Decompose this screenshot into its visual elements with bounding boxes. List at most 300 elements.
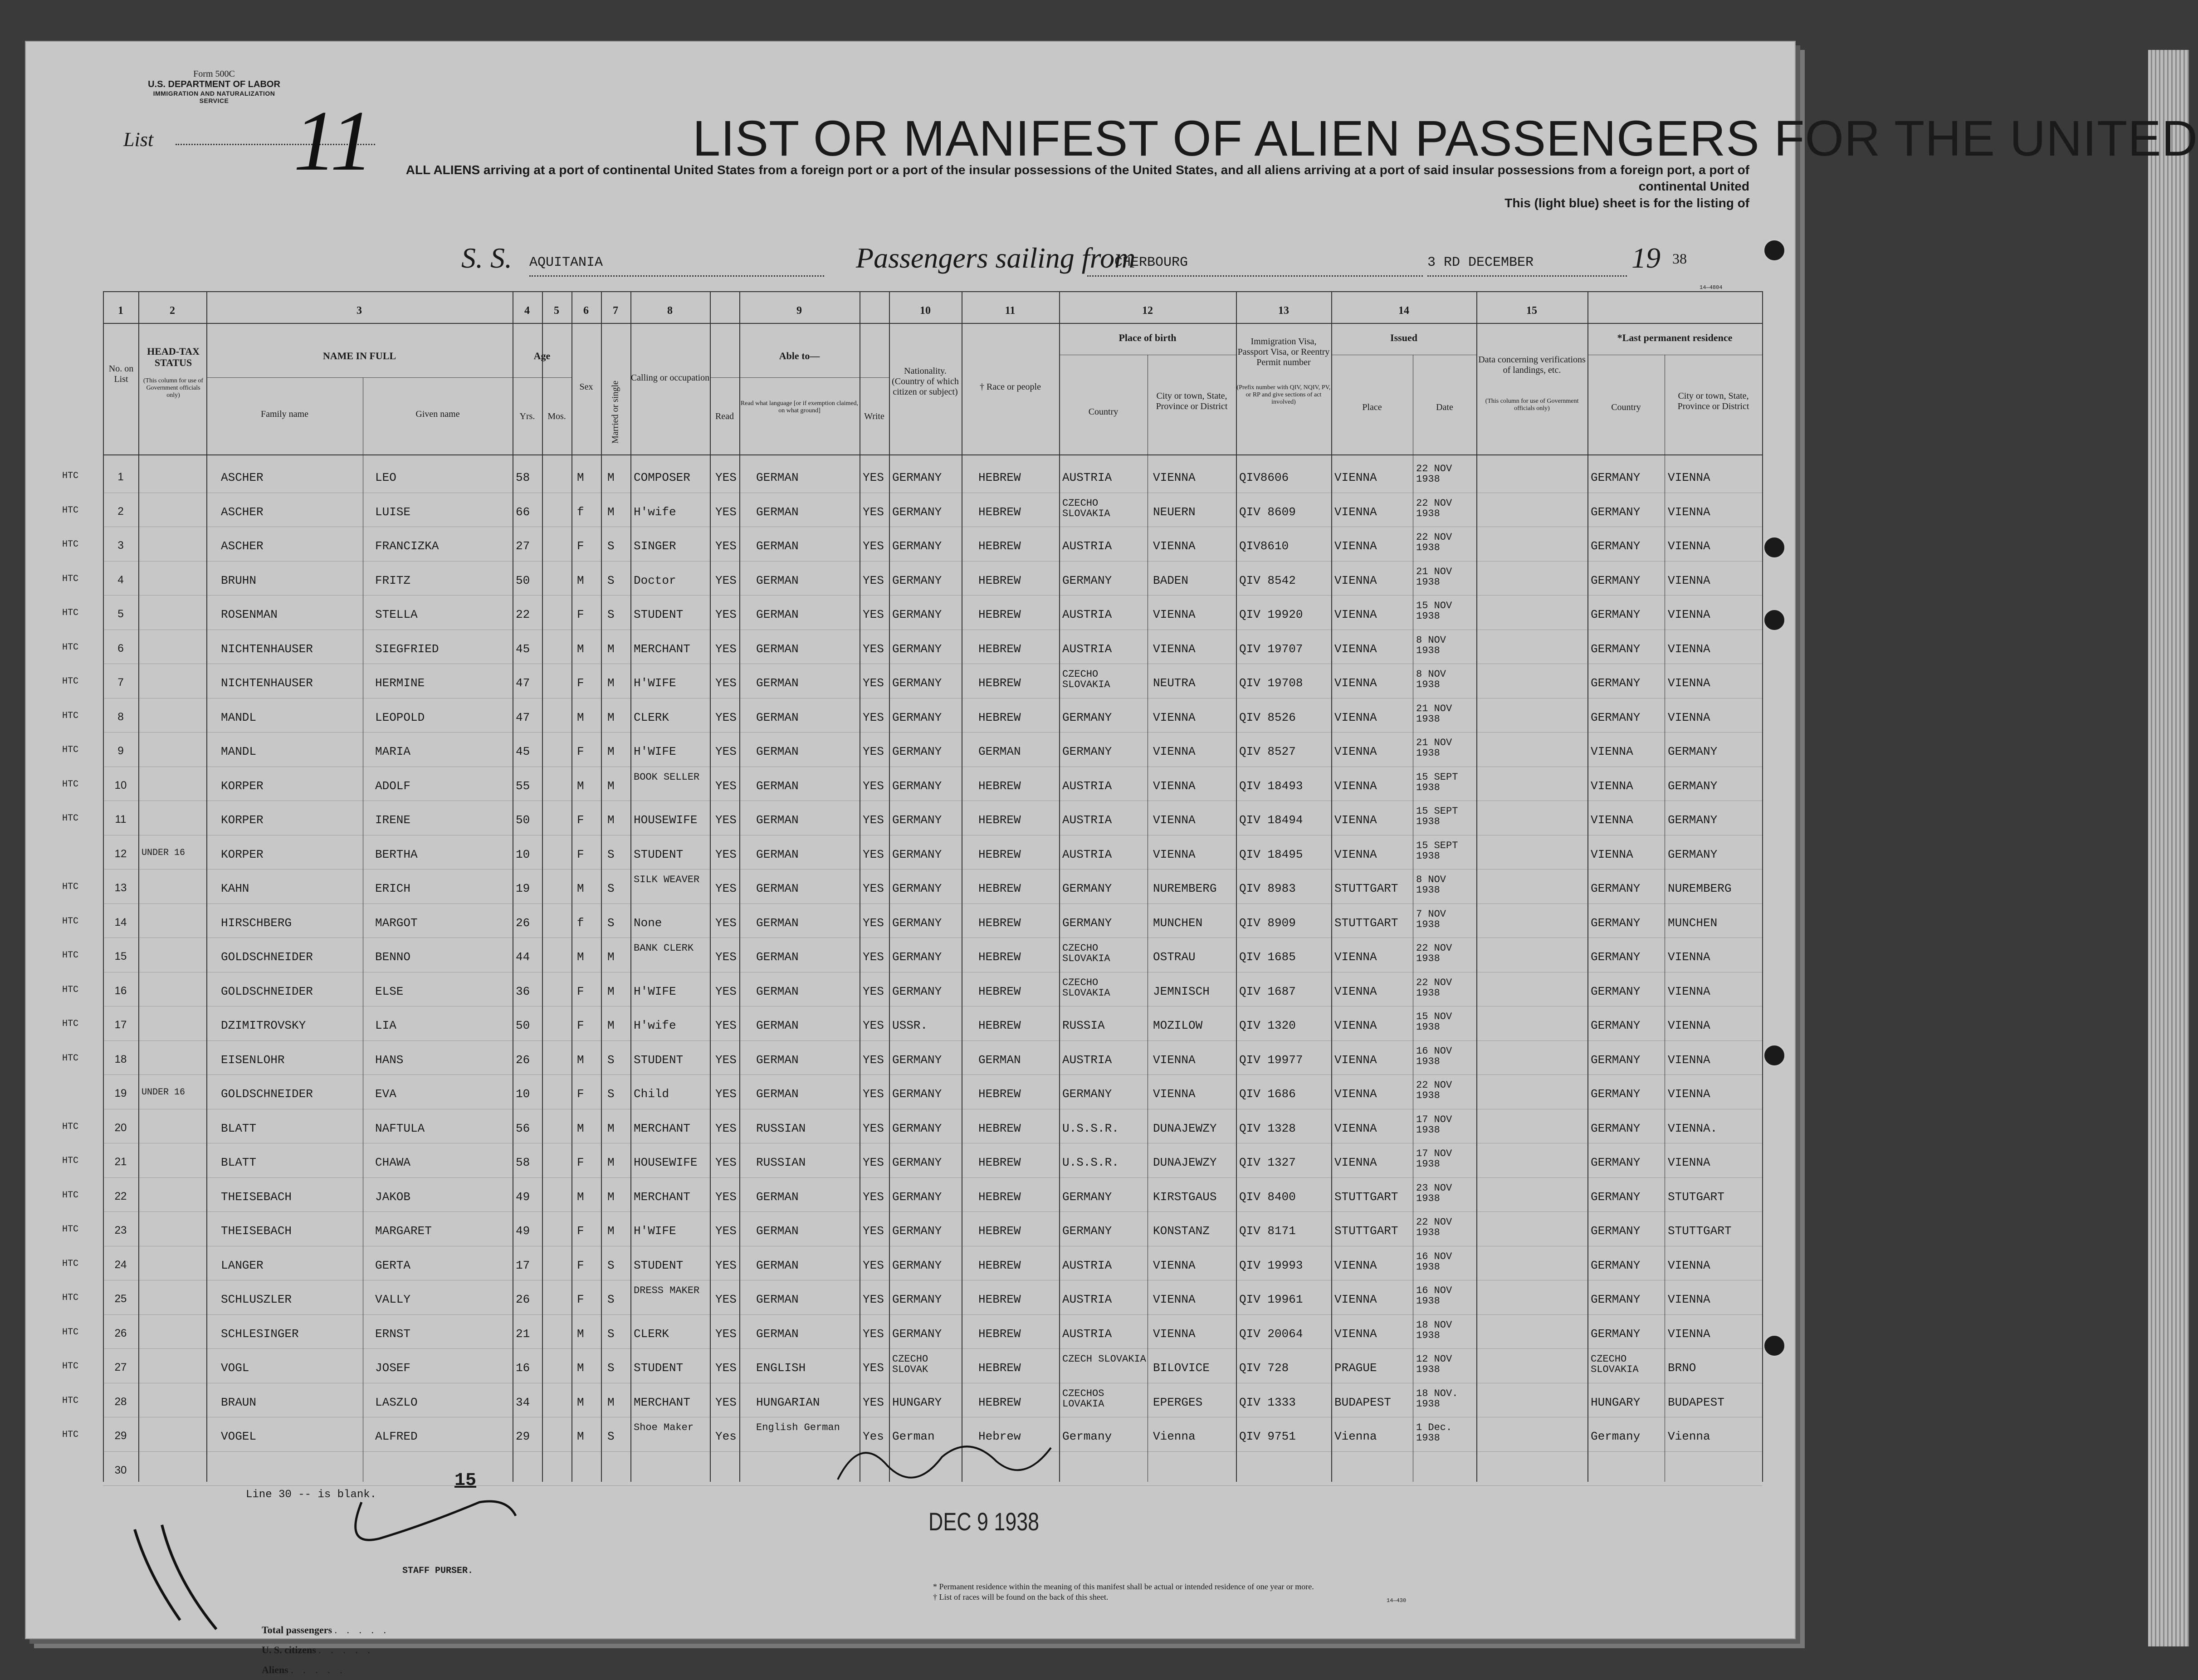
- cell-idate: 15 SEPT 1938: [1416, 806, 1458, 828]
- cell-yrs: 36: [516, 984, 530, 998]
- cell-rcity: VIENNA: [1668, 505, 1710, 519]
- cell-given: JAKOB: [375, 1190, 411, 1204]
- passenger-count: 15: [454, 1470, 477, 1491]
- cell-bcity: NUREMBERG: [1153, 882, 1217, 895]
- cell-read: YES: [715, 1019, 737, 1032]
- table-top-rule: [103, 291, 1762, 292]
- cell-sex: M: [577, 710, 584, 724]
- cell-family: MANDL: [221, 710, 257, 724]
- cell-iplace: PRAGUE: [1334, 1361, 1377, 1375]
- cell-visa: QIV 8527: [1239, 745, 1296, 758]
- cell-sex: F: [577, 1087, 584, 1101]
- cell-iplace: VIENNA: [1334, 779, 1377, 793]
- cell-family: GOLDSCHNEIDER: [221, 984, 313, 998]
- name-subheader-rule: [206, 377, 513, 378]
- cell-family: VOGEL: [221, 1430, 257, 1443]
- cell-read: YES: [715, 539, 737, 553]
- cell-rc: GERMANY: [1591, 1293, 1641, 1306]
- cell-yrs: 26: [516, 1053, 530, 1067]
- cell-bc: GERMANY: [1062, 710, 1112, 724]
- column-header: Mos.: [547, 411, 566, 421]
- cell-occ: STUDENT: [634, 1258, 684, 1272]
- cell-idate: 15 NOV 1938: [1416, 600, 1452, 622]
- cell-bc: RUSSIA: [1062, 1019, 1105, 1032]
- cell-no: 12: [114, 847, 127, 860]
- column-rule: [138, 291, 139, 1482]
- cell-bc: AUSTRIA: [1062, 608, 1112, 621]
- cell-lang: GERMAN: [756, 745, 799, 758]
- form-number: Form 500C: [193, 69, 235, 79]
- cell-idate: 22 NOV 1938: [1416, 463, 1452, 485]
- cell-write: YES: [863, 1327, 884, 1341]
- cell-race: HEBREW: [978, 779, 1021, 793]
- cell-iplace: VIENNA: [1334, 1019, 1377, 1032]
- cell-given: HERMINE: [375, 676, 425, 690]
- cell-occ: MERCHANT: [634, 1121, 690, 1135]
- cell-sex: M: [577, 950, 584, 964]
- cell-visa: QIV 8400: [1239, 1190, 1296, 1204]
- cell-lang: English German: [756, 1422, 840, 1433]
- cell-read: YES: [715, 1224, 737, 1238]
- column-header: Date: [1436, 402, 1453, 412]
- cell-rcity: BUDAPEST: [1668, 1395, 1724, 1409]
- cell-given: HANS: [375, 1053, 404, 1067]
- cell-yrs: 22: [516, 608, 530, 621]
- cell-read: YES: [715, 745, 737, 758]
- column-header: † Race or people: [980, 382, 1041, 392]
- sailing-label: Passengers sailing from: [856, 242, 1136, 274]
- cell-family: ASCHER: [221, 505, 264, 519]
- cell-visa: QIV 728: [1239, 1361, 1289, 1375]
- cell-rc: GERMANY: [1591, 608, 1641, 621]
- column-header: Write: [864, 411, 884, 421]
- cell-read: YES: [715, 1121, 737, 1135]
- column-header: Age: [533, 350, 551, 361]
- cell-race: HEBREW: [978, 1156, 1021, 1169]
- cell-family: THEISEBACH: [221, 1224, 292, 1238]
- cell-write: YES: [863, 539, 884, 553]
- cell-rcity: VIENNA: [1668, 642, 1710, 656]
- cell-rc: GERMANY: [1591, 573, 1641, 587]
- cell-lang: GERMAN: [756, 642, 799, 656]
- cell-occ: H'wife: [634, 1019, 676, 1032]
- cell-occ: HOUSEWIFE: [634, 813, 698, 827]
- cell-write: YES: [863, 1019, 884, 1032]
- cell-read: YES: [715, 1156, 737, 1169]
- column-header: Read: [715, 411, 734, 421]
- column-header: NAME IN FULL: [322, 350, 396, 361]
- cell-rcity: STUTGART: [1668, 1190, 1724, 1204]
- cell-visa: QIV 1320: [1239, 1019, 1296, 1032]
- cell-visa: QIV 1687: [1239, 984, 1296, 998]
- cell-occ: BANK CLERK: [634, 943, 694, 954]
- cell-lang: RUSSIAN: [756, 1121, 806, 1135]
- cell-write: YES: [863, 608, 884, 621]
- cell-visa: QIV 1333: [1239, 1395, 1296, 1409]
- cell-idate: 21 NOV 1938: [1416, 566, 1452, 588]
- cell-idate: 22 NOV 1938: [1416, 1079, 1452, 1102]
- cell-ms: S: [607, 1053, 615, 1067]
- cell-sex: f: [577, 505, 584, 519]
- column-header: Place of birth: [1119, 332, 1177, 343]
- cell-iplace: STUTTGART: [1334, 882, 1398, 895]
- cell-rcity: VIENNA: [1668, 1293, 1710, 1306]
- cell-bc: AUSTRIA: [1062, 779, 1112, 793]
- cell-yrs: 47: [516, 710, 530, 724]
- cell-bc: AUSTRIA: [1062, 847, 1112, 861]
- cell-family: GOLDSCHNEIDER: [221, 1087, 313, 1101]
- cell-ms: M: [607, 1190, 615, 1204]
- cell-write: YES: [863, 710, 884, 724]
- cell-yrs: 29: [516, 1430, 530, 1443]
- cell-idate: 16 NOV 1938: [1416, 1045, 1452, 1067]
- cell-read: YES: [715, 1293, 737, 1306]
- cell-iplace: VIENNA: [1334, 573, 1377, 587]
- cell-occ: None: [634, 916, 662, 930]
- cell-lang: GERMAN: [756, 1087, 799, 1101]
- cell-given: JOSEF: [375, 1361, 411, 1375]
- column-rule: [1331, 291, 1332, 1482]
- cell-idate: 15 SEPT 1938: [1416, 840, 1458, 862]
- cell-no: 30: [114, 1464, 127, 1476]
- cell-visa: QIV 18494: [1239, 813, 1303, 827]
- cell-rcity: VIENNA: [1668, 1053, 1710, 1067]
- column-rule: [1587, 291, 1588, 1482]
- cell-iplace: STUTTGART: [1334, 916, 1398, 930]
- cell-write: YES: [863, 745, 884, 758]
- cell-visa: QIV 19920: [1239, 608, 1303, 621]
- cell-no: 5: [117, 608, 124, 620]
- cell-race: HEBREW: [978, 882, 1021, 895]
- cell-occ: CLERK: [634, 710, 669, 724]
- column-rule: [542, 291, 543, 1482]
- column-number: 8: [667, 305, 673, 317]
- cell-nat: GERMANY: [892, 573, 942, 587]
- cell-rcity: Vienna: [1668, 1430, 1710, 1443]
- cell-iplace: VIENNA: [1334, 1053, 1377, 1067]
- column-header: HEAD-TAX STATUS: [147, 346, 200, 369]
- cell-lang: GERMAN: [756, 710, 799, 724]
- cell-iplace: VIENNA: [1334, 984, 1377, 998]
- cell-lang: GERMAN: [756, 676, 799, 690]
- cell-no: 13: [114, 882, 127, 894]
- cell-htc: HTC: [62, 1395, 79, 1406]
- cell-nat: GERMANY: [892, 1190, 942, 1204]
- cell-no: 2: [117, 505, 124, 518]
- cell-rcity: MUNCHEN: [1668, 916, 1718, 930]
- cell-bc: GERMANY: [1062, 573, 1112, 587]
- cell-lang: GERMAN: [756, 1224, 799, 1238]
- cell-race: Hebrew: [978, 1430, 1021, 1443]
- cell-sex: F: [577, 847, 584, 861]
- cell-no: 21: [114, 1156, 127, 1168]
- column-header: Place: [1362, 402, 1382, 412]
- cell-given: EVA: [375, 1087, 396, 1101]
- cell-no: 29: [114, 1430, 127, 1442]
- subtitle-line-1: ALL ALIENS arriving at a port of continental United States from a foreign port or a port of the insular possessions of the United States, and all aliens arriving at a port of said insular possessions from a foreign port, a port of continental United: [405, 163, 1749, 194]
- cell-bcity: EPERGES: [1153, 1395, 1203, 1409]
- cell-rcity: VIENNA: [1668, 1327, 1710, 1341]
- cell-write: Yes: [863, 1430, 884, 1443]
- cell-occ: MERCHANT: [634, 1395, 690, 1409]
- column-rule: [1236, 291, 1237, 1482]
- cell-idate: 18 NOV. 1938: [1416, 1387, 1458, 1410]
- cell-family: BRUHN: [221, 573, 257, 587]
- cell-rc: VIENNA: [1591, 745, 1633, 758]
- cell-rc: GERMANY: [1591, 1156, 1641, 1169]
- cell-yrs: 10: [516, 1087, 530, 1101]
- column-header: Read what language [or if exemption claimed, on what ground]: [740, 400, 859, 415]
- cell-sex: M: [577, 1190, 584, 1204]
- cell-htc: HTC: [62, 573, 79, 584]
- cell-write: YES: [863, 1156, 884, 1169]
- cell-htc: HTC: [62, 882, 79, 892]
- column-header: (This column for use of Government officials only): [143, 377, 204, 399]
- column-header: (Prefix number with QIV, NQIV, PV, or RP and give sections of act involved): [1236, 384, 1331, 406]
- cell-sex: M: [577, 471, 584, 484]
- cell-write: YES: [863, 813, 884, 827]
- cell-nat: GERMANY: [892, 1121, 942, 1135]
- cell-read: YES: [715, 710, 737, 724]
- cell-bcity: VIENNA: [1153, 1258, 1196, 1272]
- cell-rc: GERMANY: [1591, 882, 1641, 895]
- cell-yrs: 26: [516, 1293, 530, 1306]
- cell-bc: AUSTRIA: [1062, 1327, 1112, 1341]
- cell-iplace: VIENNA: [1334, 676, 1377, 690]
- cell-read: YES: [715, 779, 737, 793]
- cell-read: YES: [715, 813, 737, 827]
- cell-ms: M: [607, 950, 615, 964]
- cell-idate: 21 NOV 1938: [1416, 703, 1452, 725]
- cell-bc: AUSTRIA: [1062, 1258, 1112, 1272]
- cell-rcity: VIENNA.: [1668, 1121, 1718, 1135]
- cell-yrs: 49: [516, 1224, 530, 1238]
- cell-no: 14: [114, 916, 127, 928]
- cell-bc: CZECH SLOVAKIA: [1062, 1353, 1146, 1365]
- cell-given: MARIA: [375, 745, 411, 758]
- cell-race: HEBREW: [978, 710, 1021, 724]
- cell-visa: QIV 8909: [1239, 916, 1296, 930]
- cell-iplace: VIENNA: [1334, 608, 1377, 621]
- cell-iplace: VIENNA: [1334, 745, 1377, 758]
- cell-idate: 16 NOV 1938: [1416, 1285, 1452, 1307]
- cell-ms: S: [607, 1327, 615, 1341]
- cell-given: LUISE: [375, 505, 411, 519]
- cell-head-tax: UNDER 16: [142, 1087, 186, 1098]
- cell-bc: AUSTRIA: [1062, 1293, 1112, 1306]
- cell-yrs: 19: [516, 882, 530, 895]
- cell-htc: HTC: [62, 984, 79, 995]
- cell-htc: HTC: [62, 1053, 79, 1064]
- cell-occ: COMPOSER: [634, 471, 690, 484]
- cell-bc: GERMANY: [1062, 1087, 1112, 1101]
- cell-read: YES: [715, 984, 737, 998]
- column-header: City or town, State, Province or District: [1677, 391, 1749, 411]
- cell-ms: M: [607, 471, 615, 484]
- cell-family: SCHLUSZLER: [221, 1293, 292, 1306]
- cell-nat: GERMANY: [892, 676, 942, 690]
- cell-rc: GERMANY: [1591, 916, 1641, 930]
- cell-occ: Doctor: [634, 573, 676, 587]
- cell-iplace: VIENNA: [1334, 505, 1377, 519]
- cell-visa: QIV 1327: [1239, 1156, 1296, 1169]
- signature-marks: [107, 1484, 606, 1675]
- cell-given: LASZLO: [375, 1395, 418, 1409]
- cell-iplace: VIENNA: [1334, 847, 1377, 861]
- cell-family: EISENLOHR: [221, 1053, 285, 1067]
- cell-ms: M: [607, 1121, 615, 1135]
- cell-iplace: Vienna: [1334, 1430, 1377, 1443]
- cell-given: BERTHA: [375, 847, 418, 861]
- cell-lang: GERMAN: [756, 916, 799, 930]
- cell-iplace: VIENNA: [1334, 1327, 1377, 1341]
- cell-ms: S: [607, 573, 615, 587]
- cell-write: YES: [863, 916, 884, 930]
- cell-visa: QIV 18493: [1239, 779, 1303, 793]
- cell-write: YES: [863, 471, 884, 484]
- cell-lang: GERMAN: [756, 1019, 799, 1032]
- cell-htc: HTC: [62, 745, 79, 755]
- cell-race: HEBREW: [978, 1395, 1021, 1409]
- cell-bcity: VIENNA: [1153, 642, 1196, 656]
- column-rule: [571, 291, 572, 1482]
- cell-bcity: VIENNA: [1153, 813, 1196, 827]
- cell-no: 17: [114, 1019, 127, 1031]
- cell-rc: HUNGARY: [1591, 1395, 1641, 1409]
- cell-htc: HTC: [62, 950, 79, 961]
- cell-htc: HTC: [62, 1293, 79, 1303]
- departure-port: CHERBOURG: [1114, 255, 1188, 270]
- cell-given: LIA: [375, 1019, 396, 1032]
- cell-lang: GERMAN: [756, 950, 799, 964]
- cell-no: 28: [114, 1395, 127, 1408]
- cell-bc: AUSTRIA: [1062, 539, 1112, 553]
- cell-idate: 15 NOV 1938: [1416, 1011, 1452, 1033]
- cell-given: ALFRED: [375, 1430, 418, 1443]
- cell-htc: HTC: [62, 1327, 79, 1338]
- cell-yrs: 58: [516, 471, 530, 484]
- list-number: 11: [293, 93, 373, 189]
- service-name: IMMIGRATION AND NATURALIZATION SERVICE: [153, 90, 275, 105]
- cell-bcity: MUNCHEN: [1153, 916, 1203, 930]
- column-rule: [1762, 291, 1763, 1482]
- column-number: 14: [1398, 305, 1409, 317]
- cell-read: YES: [715, 1361, 737, 1375]
- cell-no: 9: [117, 745, 124, 757]
- cell-sex: M: [577, 1121, 584, 1135]
- cell-no: 4: [117, 573, 124, 586]
- cell-bc: CZECHOS LOVAKIA: [1062, 1387, 1104, 1410]
- row-rule: [103, 903, 1762, 904]
- cell-visa: QIV8610: [1239, 539, 1289, 553]
- column-number: 13: [1278, 305, 1289, 317]
- cell-ms: S: [607, 1293, 615, 1306]
- cell-read: YES: [715, 1258, 737, 1272]
- cell-rc: VIENNA: [1591, 779, 1633, 793]
- row-rule: [103, 1211, 1762, 1212]
- cell-sex: F: [577, 984, 584, 998]
- cell-sex: M: [577, 882, 584, 895]
- cell-given: CHAWA: [375, 1156, 411, 1169]
- binder-hole: [1763, 1044, 1786, 1067]
- cell-ms: S: [607, 847, 615, 861]
- cell-yrs: 47: [516, 676, 530, 690]
- cell-occ: H'WIFE: [634, 1224, 676, 1238]
- cell-lang: GERMAN: [756, 984, 799, 998]
- cell-bcity: VIENNA: [1153, 1293, 1196, 1306]
- cell-rcity: GERMANY: [1668, 779, 1718, 793]
- cell-rc: GERMANY: [1591, 642, 1641, 656]
- row-rule: [103, 1314, 1762, 1315]
- cell-race: HEBREW: [978, 1087, 1021, 1101]
- cell-htc: HTC: [62, 916, 79, 927]
- row-rule: [103, 595, 1762, 596]
- cell-sex: M: [577, 573, 584, 587]
- row-rule: [103, 1177, 1762, 1178]
- cell-rc: GERMANY: [1591, 1121, 1641, 1135]
- column-header: Nationality. (Country of which citizen or subject): [892, 366, 959, 397]
- column-header: *Last permanent residence: [1617, 332, 1733, 343]
- cell-idate: 22 NOV 1938: [1416, 532, 1452, 554]
- cell-ms: M: [607, 984, 615, 998]
- cell-race: GERMAN: [978, 745, 1021, 758]
- cell-ms: M: [607, 642, 615, 656]
- cell-write: YES: [863, 676, 884, 690]
- cell-lang: RUSSIAN: [756, 1156, 806, 1169]
- cell-htc: HTC: [62, 1430, 79, 1440]
- cell-bc: CZECHO SLOVAKIA: [1062, 497, 1110, 519]
- cell-ms: S: [607, 539, 615, 553]
- cell-family: BLATT: [221, 1121, 257, 1135]
- cell-nat: GERMANY: [892, 539, 942, 553]
- cell-given: NAFTULA: [375, 1121, 425, 1135]
- cell-read: YES: [715, 573, 737, 587]
- cell-no: 25: [114, 1293, 127, 1305]
- cell-given: ADOLF: [375, 779, 411, 793]
- column-number: 12: [1142, 305, 1153, 317]
- port-underline: [1087, 275, 1423, 277]
- cell-idate: 17 NOV 1938: [1416, 1148, 1452, 1170]
- cell-read: YES: [715, 847, 737, 861]
- binder-hole: [1763, 1334, 1786, 1357]
- cell-family: KAHN: [221, 882, 249, 895]
- cell-sex: F: [577, 745, 584, 758]
- cell-rcity: VIENNA: [1668, 539, 1710, 553]
- cell-bc: GERMANY: [1062, 882, 1112, 895]
- cell-read: YES: [715, 882, 737, 895]
- cell-yrs: 66: [516, 505, 530, 519]
- cell-write: YES: [863, 505, 884, 519]
- cell-htc: HTC: [62, 539, 79, 550]
- cell-no: 10: [114, 779, 127, 791]
- able-subheader-rule: [710, 377, 889, 378]
- cell-family: NICHTENHAUSER: [221, 642, 313, 656]
- cell-visa: QIV 8171: [1239, 1224, 1296, 1238]
- cell-race: HEBREW: [978, 1121, 1021, 1135]
- cell-htc: HTC: [62, 779, 79, 790]
- cell-visa: QIV 8983: [1239, 882, 1296, 895]
- column-rule: [739, 291, 740, 1482]
- cell-nat: GERMANY: [892, 950, 942, 964]
- cell-htc: HTC: [62, 505, 79, 516]
- cell-yrs: 21: [516, 1327, 530, 1341]
- cell-bcity: VIENNA: [1153, 471, 1196, 484]
- cell-htc: HTC: [62, 642, 79, 653]
- cell-occ: CLERK: [634, 1327, 669, 1341]
- cell-race: HEBREW: [978, 1327, 1021, 1341]
- cell-rc: GERMANY: [1591, 984, 1641, 998]
- cell-rcity: NUREMBERG: [1668, 882, 1732, 895]
